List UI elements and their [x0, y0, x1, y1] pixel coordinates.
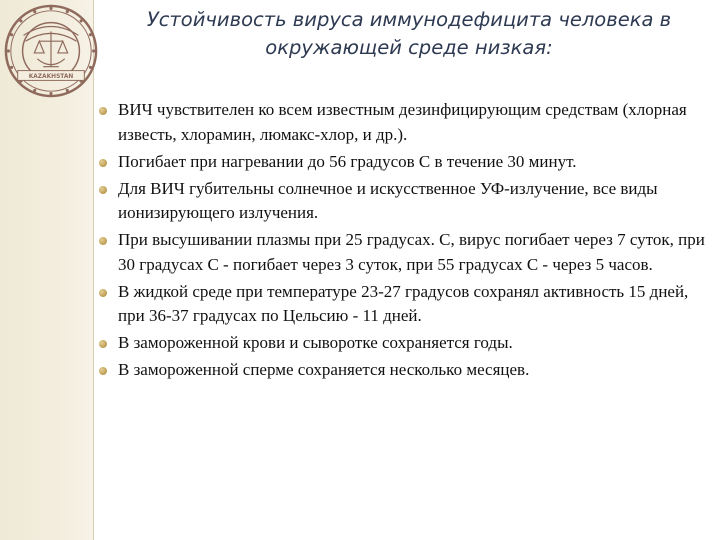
- slide-title-line-2: окружающей среде низкая:: [265, 36, 553, 59]
- list-item-text: Погибает при нагревании до 56 градусов С в течение 30 минут.: [118, 151, 577, 171]
- list-item: [118, 228, 708, 277]
- university-seal-icon: [2, 2, 100, 100]
- list-item-text: В замороженной сперме сохраняется несколько месяцев.: [118, 360, 530, 379]
- list-item: [118, 177, 708, 226]
- bullet-icon: [99, 289, 107, 297]
- bullet-icon: [99, 367, 107, 375]
- slide-title: [104, 6, 714, 62]
- list-item: [118, 358, 708, 383]
- list-item-text: ВИЧ чувствителен ко всем известным дезинфицирующим средствам (хлорная известь, хлорамин, люмакс-хлор, и др.).: [118, 100, 687, 144]
- list-item-text: При высушивании плазмы при 25 градусах. С, вирус погибает через 7 суток, при 30 градусах С - погибает через 3 суток, при 55 градусах С - через 5 часов.: [118, 230, 705, 274]
- list-item: [118, 331, 708, 356]
- bullet-icon: [99, 186, 107, 194]
- slide-title-line-1: Устойчивость вируса иммунодефицита человека в: [146, 8, 672, 31]
- logo-text: KAZAKHSTAN: [28, 73, 74, 80]
- bullet-list: [118, 98, 708, 385]
- list-item-text: В замороженной крови и сыворотке сохраняется годы.: [118, 333, 513, 352]
- list-item: [118, 98, 708, 147]
- bullet-icon: [99, 159, 107, 167]
- list-item: [118, 280, 708, 329]
- list-item: [118, 150, 708, 175]
- bullet-icon: [99, 340, 107, 348]
- list-item-text: Для ВИЧ губительны солнечное и искусственное УФ-излучение, все виды ионизирующего излучения.: [118, 178, 658, 222]
- list-item-text: В жидкой среде при температуре 23-27 градусов сохранял активность 15 дней, при 36-37 градусах по Цельсию - 11 дней.: [118, 281, 689, 325]
- bullet-icon: [99, 237, 107, 245]
- bullet-icon: [99, 107, 107, 115]
